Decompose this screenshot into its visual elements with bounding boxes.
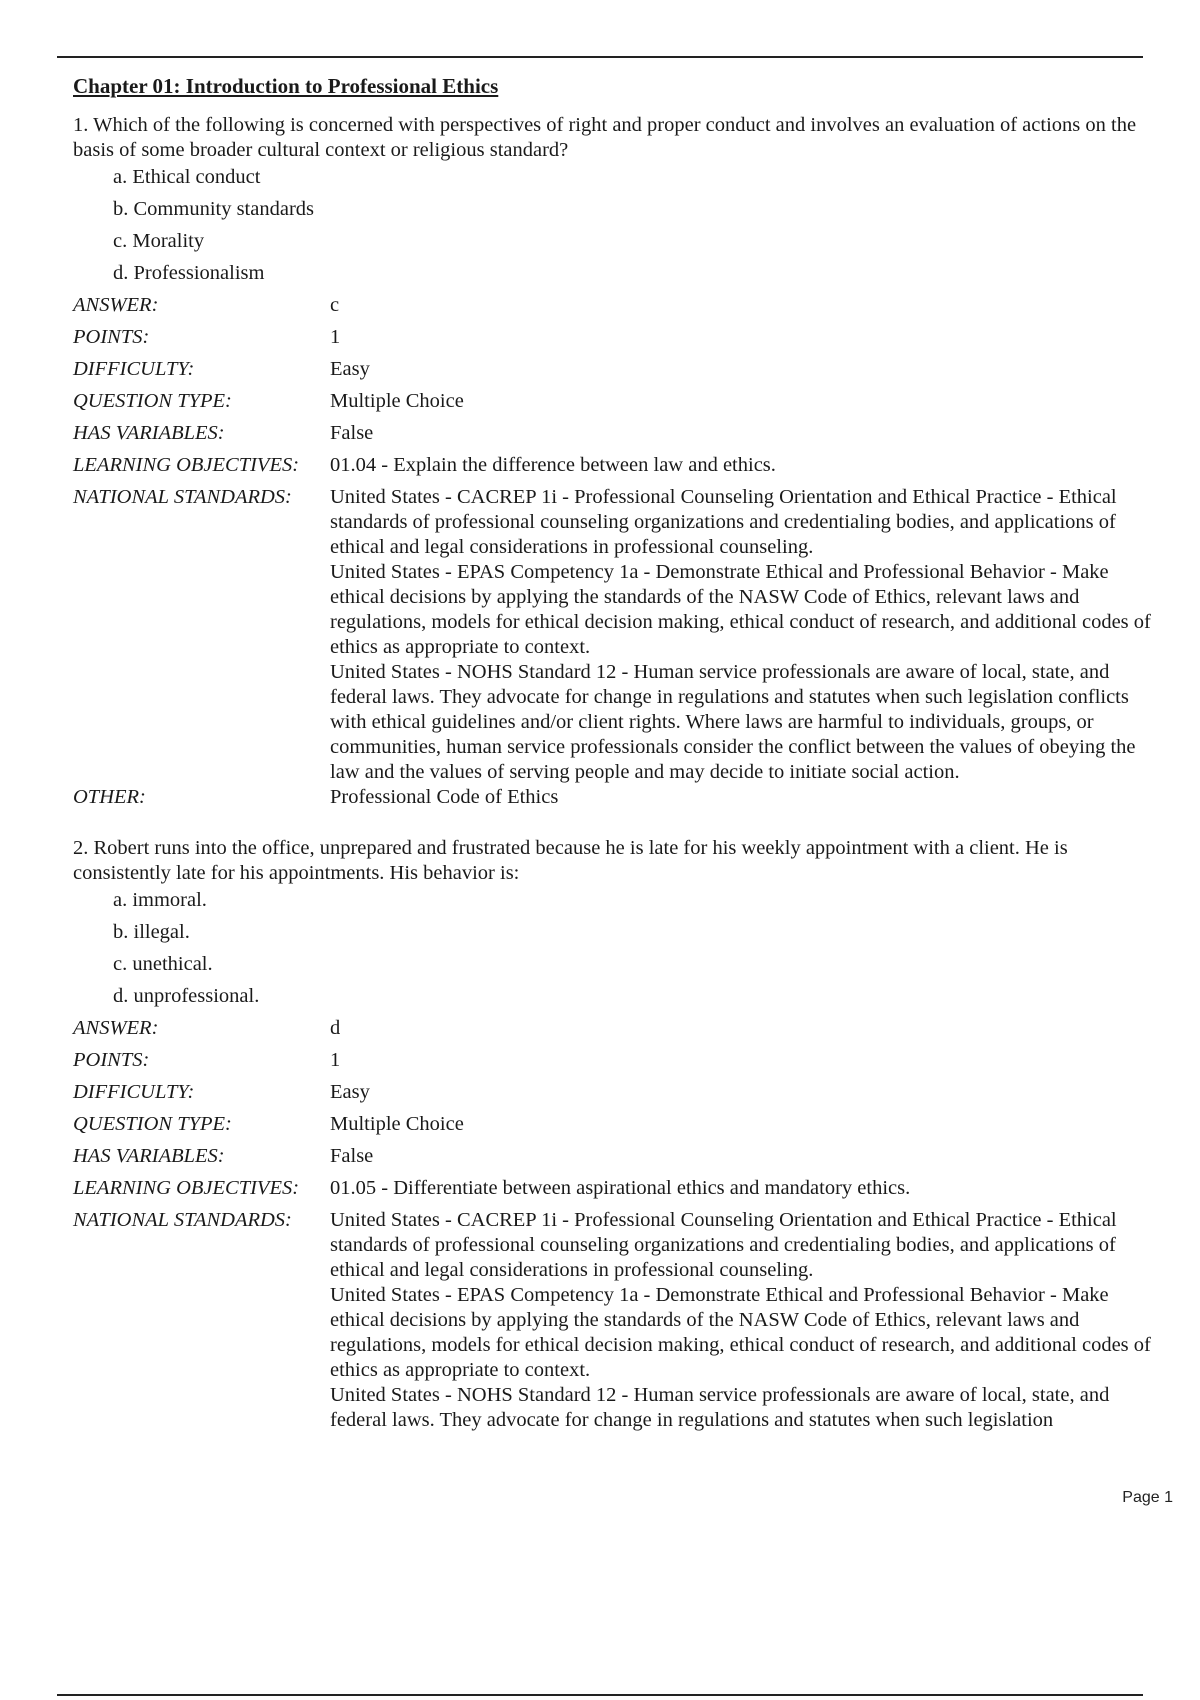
question-metadata (73, 1016, 1163, 1433)
other-label: OTHER: (73, 786, 146, 808)
question-type-value: Multiple Choice (330, 390, 464, 412)
question-type-label: QUESTION TYPE: (73, 390, 232, 412)
answer-value: d (330, 1017, 341, 1039)
has-variables-value: False (330, 422, 374, 444)
option-d: d. Professionalism (113, 262, 265, 284)
standard-nohs: United States - NOHS Standard 12 - Human service professionals are aware of local, state, and federal laws. They advocate for change in regulations and statutes when such legislation (330, 1384, 1110, 1431)
has-variables-value: False (330, 1145, 374, 1167)
points-value: 1 (330, 326, 341, 348)
learning-objectives-value: 01.04 - Explain the difference between law and ethics. (330, 454, 776, 476)
learning-objectives-label: LEARNING OBJECTIVES: (73, 1177, 300, 1199)
learning-objectives-value: 01.05 - Differentiate between aspirational ethics and mandatory ethics. (330, 1177, 911, 1199)
option-a: a. Ethical conduct (113, 166, 261, 188)
question-stem: 1. Which of the following is concerned with perspectives of right and proper conduct and involves an evaluation of actions on the basis of some broader cultural context or religious standard? (73, 114, 1137, 161)
standard-epas: United States - EPAS Competency 1a - Demonstrate Ethical and Professional Behavior - Make ethical decisions by applying the standards of the NASW Code of Ethics, relevant laws and regulations, models for ethical decision making, ethical conduct of research, and additional codes of ethics as appropriate to context. (330, 1284, 1151, 1381)
difficulty-label: DIFFICULTY: (73, 1081, 195, 1103)
page-content (73, 74, 1163, 1433)
question-2 (73, 836, 1163, 1433)
has-variables-label: HAS VARIABLES: (73, 422, 225, 444)
standard-cacrep: United States - CACREP 1i - Professional Counseling Orientation and Ethical Practice - Ethical standards of professional counseling organizations and credentialing bodies, and applications of ethical and legal considerations in professional counseling. (330, 1209, 1117, 1281)
learning-objectives-label: LEARNING OBJECTIVES: (73, 454, 300, 476)
question-type-value: Multiple Choice (330, 1113, 464, 1135)
national-standards-label: NATIONAL STANDARDS: (73, 1209, 292, 1231)
option-c: c. Morality (113, 230, 205, 252)
has-variables-label: HAS VARIABLES: (73, 1145, 225, 1167)
page-number: Page 1 (1122, 1489, 1173, 1506)
option-c: c. unethical. (113, 953, 213, 975)
national-standards-value (330, 1208, 1163, 1433)
difficulty-value: Easy (330, 358, 370, 380)
other-value: Professional Code of Ethics (330, 786, 559, 808)
question-spacer (73, 817, 1163, 836)
question-stem: 2. Robert runs into the office, unprepared and frustrated because he is late for his weekly appointment with a client. He is consistently late for his appointments. His behavior is: (73, 837, 1068, 884)
difficulty-label: DIFFICULTY: (73, 358, 195, 380)
chapter-title: Chapter 01: Introduction to Professional Ethics (73, 74, 499, 98)
points-label: POINTS: (73, 326, 150, 348)
standard-epas: United States - EPAS Competency 1a - Demonstrate Ethical and Professional Behavior - Make ethical decisions by applying the standards of the NASW Code of Ethics, relevant laws and regulations, models for ethical decision making, ethical conduct of research, and additional codes of ethics as appropriate to context. (330, 561, 1151, 658)
top-rule (57, 56, 1143, 58)
difficulty-value: Easy (330, 1081, 370, 1103)
standard-cacrep: United States - CACREP 1i - Professional Counseling Orientation and Ethical Practice - Ethical standards of professional counseling organizations and credentialing bodies, and applications of ethical and legal considerations in professional counseling. (330, 486, 1117, 558)
option-b: b. illegal. (113, 921, 190, 943)
points-value: 1 (330, 1049, 341, 1071)
points-label: POINTS: (73, 1049, 150, 1071)
option-b: b. Community standards (113, 198, 315, 220)
option-a: a. immoral. (113, 889, 207, 911)
answer-options (73, 888, 1163, 1016)
answer-label: ANSWER: (73, 294, 159, 316)
bottom-rule (57, 1694, 1143, 1696)
option-d: d. unprofessional. (113, 985, 260, 1007)
question-1 (73, 113, 1163, 817)
national-standards-value (330, 485, 1163, 785)
answer-label: ANSWER: (73, 1017, 159, 1039)
question-metadata (73, 293, 1163, 817)
standard-nohs: United States - NOHS Standard 12 - Human service professionals are aware of local, state, and federal laws. They advocate for change in regulations and statutes when such legislation conflicts with ethical guidelines and/or client rights. Where laws are harmful to individuals, groups, or communities, human service professionals consider the conflict between the values of obeying the law and the values of serving people and may decide to initiate social action. (330, 661, 1136, 783)
national-standards-label: NATIONAL STANDARDS: (73, 486, 292, 508)
question-type-label: QUESTION TYPE: (73, 1113, 232, 1135)
answer-options (73, 165, 1163, 293)
answer-value: c (330, 294, 340, 316)
